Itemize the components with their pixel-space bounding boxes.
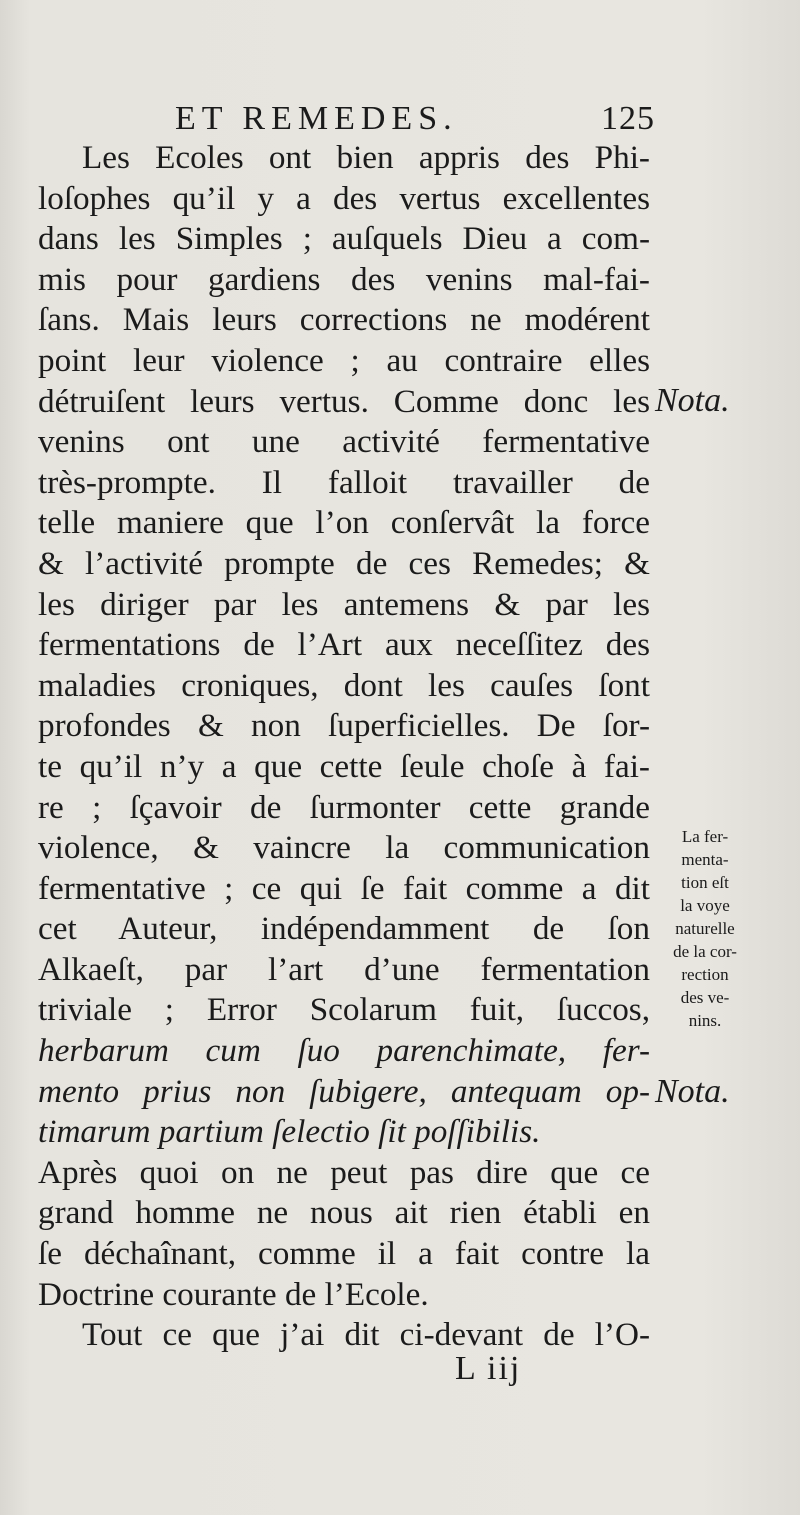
- text-line: mis pour gardiens des venins mal-fai-: [38, 260, 650, 298]
- side-gloss: [650, 825, 760, 1032]
- gloss-line: nins.: [688, 1011, 722, 1030]
- gloss-line: naturelle: [675, 919, 735, 938]
- text-line: re ; ſçavoir de ſurmonter cette grande: [38, 788, 650, 826]
- text-line: cet Auteur, indépendamment de ſon: [38, 910, 650, 948]
- gloss-line: La fer-: [681, 827, 729, 846]
- text-line: très-prompte. Il falloit travailler de: [38, 463, 650, 501]
- text-line: profondes & non ſuperficielles. De ſor-: [38, 707, 650, 745]
- text-line: Tout ce que j’ai dit ci-devant de l’O-: [82, 1316, 650, 1354]
- text-line: point leur violence ; au contraire elles: [38, 341, 650, 379]
- text-line: venins ont une activité fermentative: [38, 423, 650, 461]
- text-line: Doctrine courante de l’Ecole.: [38, 1275, 429, 1313]
- text-line: fermentations de l’Art aux neceſſitez des: [38, 626, 650, 664]
- text-line: loſophes qu’il y a des vertus excellentes: [38, 179, 650, 217]
- text-line: Alkaeſt, par l’art d’une fermentation: [38, 950, 650, 988]
- text-line: détruiſent leurs vertus. Comme donc les: [38, 382, 650, 420]
- text-line: maladies croniques, dont les cauſes ſont: [38, 666, 650, 704]
- gloss-line: menta-: [681, 850, 729, 869]
- margin-note-nota: Nota.: [655, 382, 730, 419]
- latin-quote-line: herbarum cum ſuo parenchimate, fer-: [38, 1032, 650, 1070]
- text-line: les diriger par les antemens & par les: [38, 585, 650, 623]
- gloss-line: des ve-: [680, 988, 730, 1007]
- text-line: dans les Simples ; auſquels Dieu a com-: [38, 220, 650, 258]
- gloss-line: rection: [681, 965, 729, 984]
- text-line: violence, & vaincre la communication: [38, 829, 650, 867]
- latin-quote-line: timarum partium ſelectio ſit poſſibilis.: [38, 1113, 541, 1151]
- page-number: 125: [601, 100, 655, 137]
- latin-quote-line: mento prius non ſubigere, antequam op-: [38, 1072, 650, 1110]
- text-line: Les Ecoles ont bien appris des Phi-: [82, 139, 650, 176]
- gloss-line: tion eſt: [681, 873, 729, 892]
- text-line: telle maniere que l’on conſervât la force: [38, 504, 650, 542]
- gloss-line: la voye: [680, 896, 730, 915]
- text-line: fermentative ; ce qui ſe fait comme a dit: [38, 869, 650, 907]
- text-line: te qu’il n’y a que cette ſeule choſe à fai-: [38, 747, 650, 785]
- text-line: Après quoi on ne peut pas dire que ce: [38, 1153, 650, 1191]
- signature-mark: L iij: [455, 1350, 522, 1387]
- text-line: ſe déchaînant, comme il a fait contre la: [38, 1235, 650, 1273]
- body-text: [38, 138, 650, 1356]
- text-line: grand homme ne nous ait rien établi en: [38, 1194, 650, 1232]
- text-line: & l’activité prompte de ces Remedes; &: [38, 544, 650, 582]
- gloss-line: de la cor-: [673, 942, 737, 961]
- running-title: ET REMEDES.: [175, 100, 458, 137]
- text-line: triviale ; Error Scolarum fuit, ſuccos,: [38, 991, 650, 1029]
- margin-note-nota: Nota.: [655, 1073, 730, 1110]
- text-line: ſans. Mais leurs corrections ne modérent: [38, 301, 650, 339]
